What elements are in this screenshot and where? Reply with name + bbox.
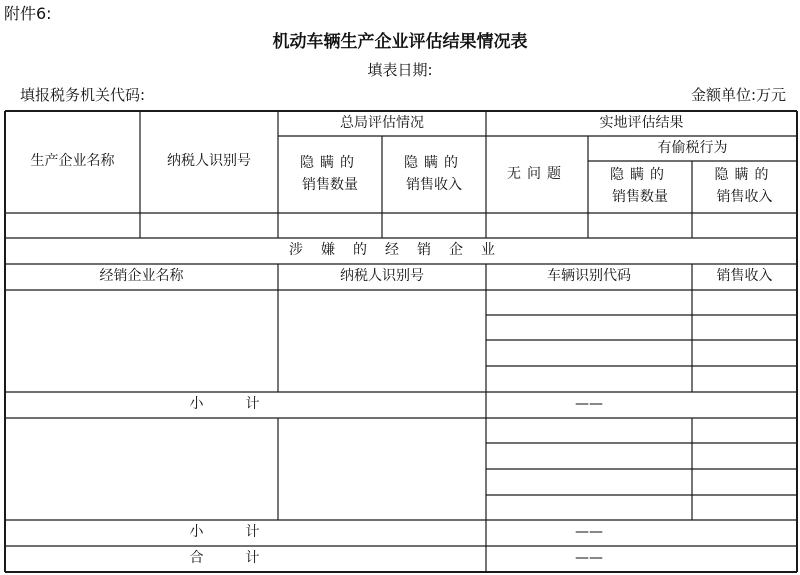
fill-date-label: 填表日期: bbox=[367, 61, 433, 79]
producer-taxpayer-id-header: 纳税人识别号 bbox=[167, 153, 251, 170]
tax-evasion-header: 有偷税行为 bbox=[657, 139, 728, 156]
dealer-taxpayer-id-header: 纳税人识别号 bbox=[340, 268, 424, 285]
evasion-concealed-qty-header: 隐瞒的 销售数量 bbox=[610, 167, 670, 205]
dealer-section-title: 涉嫌的经销企业 bbox=[289, 242, 513, 259]
hq-concealed-income-header: 隐瞒的 销售收入 bbox=[404, 154, 464, 193]
attachment-label: 附件6: bbox=[4, 4, 52, 23]
subtotal-label: 小计 bbox=[189, 396, 302, 413]
sales-income-header: 销售收入 bbox=[716, 268, 773, 285]
hq-concealed-qty-header: 隐瞒的 销售数量 bbox=[300, 154, 360, 193]
amount-unit-label: 金额单位:万元 bbox=[690, 86, 786, 104]
dealer-name-header: 经销企业名称 bbox=[99, 268, 184, 285]
subtotal-vin-dash: —— bbox=[575, 524, 603, 541]
tax-authority-code-label: 填报税务机关代码: bbox=[20, 86, 146, 104]
no-problem-header: 无问题 bbox=[507, 165, 567, 182]
total-vin-dash: —— bbox=[575, 550, 603, 567]
producer-name-header: 生产企业名称 bbox=[30, 153, 115, 170]
onsite-assessment-header: 实地评估结果 bbox=[599, 114, 684, 131]
hq-assessment-header: 总局评估情况 bbox=[340, 114, 424, 131]
total-label: 合计 bbox=[189, 550, 302, 567]
subtotal-label: 小计 bbox=[189, 524, 302, 541]
subtotal-vin-dash: —— bbox=[575, 396, 603, 413]
evasion-concealed-income-header: 隐瞒的 销售收入 bbox=[714, 167, 775, 205]
form-title: 机动车辆生产企业评估结果情况表 bbox=[272, 32, 528, 52]
vin-header: 车辆识别代码 bbox=[547, 268, 631, 285]
